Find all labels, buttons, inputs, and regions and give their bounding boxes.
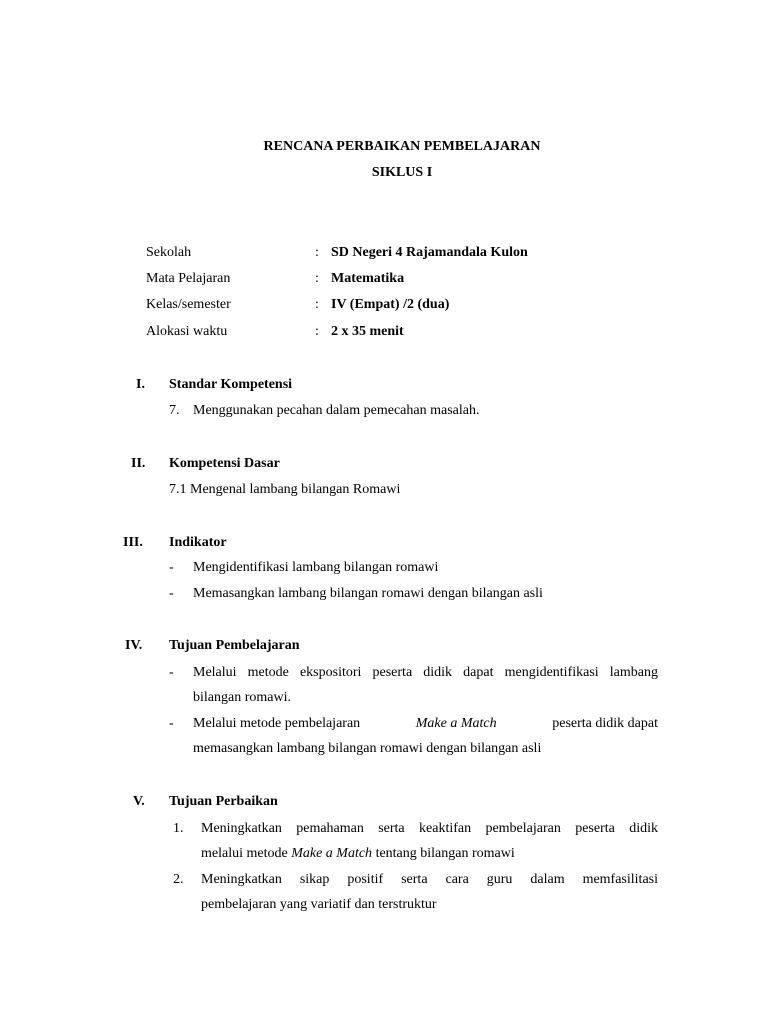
info-value-mapel: Matematika bbox=[331, 271, 405, 286]
list-item-number: 7. bbox=[169, 403, 180, 418]
list-item-text: Meningkatkan sikap positif serta cara guru dalam memfasilitasi bbox=[201, 872, 658, 887]
list-item-text-continued bbox=[201, 846, 515, 862]
section-heading: Kompetensi Dasar bbox=[169, 456, 280, 471]
bullet-dash: - bbox=[169, 586, 174, 601]
info-label-kelas: Kelas/semester bbox=[146, 297, 231, 312]
list-item-text: Meningkatkan pemahaman serta keaktifan pembelajaran peserta didik bbox=[201, 821, 658, 836]
info-value-sekolah: SD Negeri 4 Rajamandala Kulon bbox=[331, 245, 528, 260]
list-item-text: Mengidentifikasi lambang bilangan romawi bbox=[193, 560, 439, 575]
info-label-alokasi: Alokasi waktu bbox=[146, 324, 228, 339]
list-item-text: Menggunakan pecahan dalam pemecahan masalah. bbox=[193, 403, 480, 418]
text-segment: Melalui metode pembelajaran bbox=[193, 716, 361, 731]
section-number: V. bbox=[133, 794, 145, 809]
bullet-dash: - bbox=[169, 716, 174, 731]
page-title: RENCANA PERBAIKAN PEMBELAJARAN bbox=[263, 139, 541, 154]
section-number: II. bbox=[131, 456, 146, 471]
list-item-text-continued: memasangkan lambang bilangan romawi dengan bilangan asli bbox=[193, 741, 542, 756]
text-segment: melalui metode bbox=[201, 846, 288, 861]
list-item-text-continued: pembelajaran yang variatif dan terstruktur bbox=[201, 897, 437, 912]
info-colon: : bbox=[315, 324, 319, 339]
section-number: I. bbox=[136, 377, 145, 392]
page-subtitle: SIKLUS I bbox=[371, 165, 433, 180]
info-label-mapel: Mata Pelajaran bbox=[146, 271, 231, 286]
emphasis-text: Make a Match bbox=[415, 716, 497, 731]
info-colon: : bbox=[315, 271, 319, 286]
list-item-number: 2. bbox=[173, 872, 184, 887]
list-item-text: Memasangkan lambang bilangan romawi dengan bilangan asli bbox=[193, 586, 543, 601]
info-value-alokasi: 2 x 35 menit bbox=[331, 324, 404, 339]
section-heading: Indikator bbox=[169, 535, 227, 550]
info-colon: : bbox=[315, 245, 319, 260]
bullet-dash: - bbox=[169, 560, 174, 575]
list-item-text bbox=[193, 716, 658, 732]
section-heading: Tujuan Pembelajaran bbox=[169, 638, 300, 653]
section-heading: Standar Kompetensi bbox=[169, 377, 293, 392]
section-number: III. bbox=[123, 535, 143, 550]
list-item-text: Melalui metode ekspositori peserta didik dapat mengidentifikasi lambang bbox=[193, 665, 658, 680]
info-colon: : bbox=[315, 297, 319, 312]
list-item-text-continued: bilangan romawi. bbox=[193, 690, 291, 705]
section-number: IV. bbox=[125, 638, 143, 653]
text-segment: peserta didik dapat bbox=[552, 716, 658, 731]
text-segment: tentang bilangan romawi bbox=[375, 846, 515, 861]
list-item-text: 7.1 Mengenal lambang bilangan Romawi bbox=[169, 482, 401, 497]
list-item-number: 1. bbox=[173, 821, 184, 836]
info-label-sekolah: Sekolah bbox=[146, 245, 192, 260]
bullet-dash: - bbox=[169, 665, 174, 680]
section-heading: Tujuan Perbaikan bbox=[169, 794, 278, 809]
info-value-kelas: IV (Empat) /2 (dua) bbox=[331, 297, 450, 312]
emphasis-text: Make a Match bbox=[291, 846, 373, 861]
